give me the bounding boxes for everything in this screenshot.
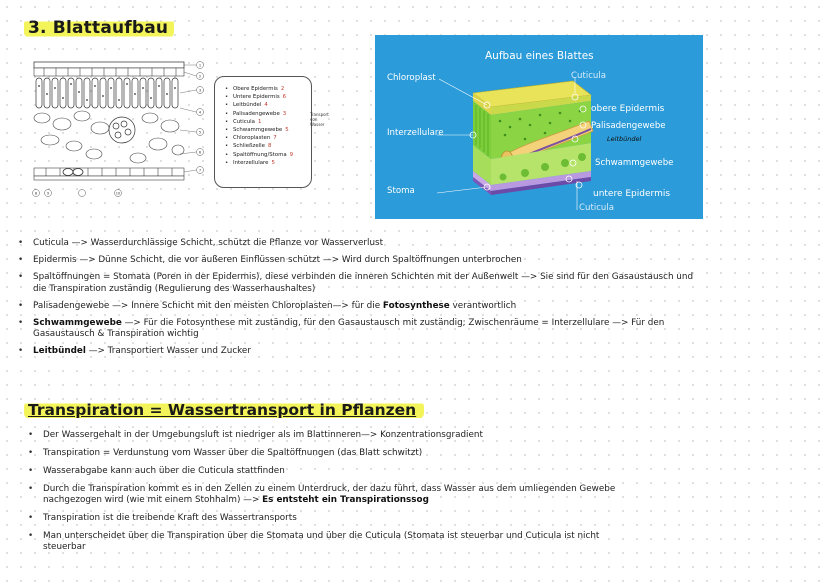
legend-item: • Chloroplasten 7 [233,134,311,142]
sketch-number: 10 [115,191,121,196]
list-item: • Wasserabgabe kann auch über die Cuticula stattfinden [28,466,638,478]
transpiration-list [28,430,638,560]
legend-item: • Leitbündel 4 [233,101,311,109]
section-heading-transpiration: Transpiration = Wassertransport in Pflanzen [24,401,424,419]
list-item: • Palisadengewebe —> Innere Schicht mit den meisten Chloroplasten—> für die Fotosynthese verantwortlich [18,301,708,313]
list-item: • Leitbündel —> Transportiert Wasser und Zucker [18,346,708,358]
legend-item: • Cuticula 1 [233,118,311,126]
legend-item: • Obere Epidermis 2 [233,85,311,93]
label-cuticula-top: Cuticula [571,71,607,81]
legend-item: • Palisadengewebe 3 [233,110,311,118]
label-palisadengewebe: Palisadengewebe [591,121,666,131]
label-stoma: Stoma [387,186,415,196]
leaf-structure-list [18,238,708,364]
sketch-number: 1 [198,63,202,68]
leaf-structure-figure [375,35,703,219]
sketch-number: 2 [198,74,202,79]
label-obere-epidermis: obere Epidermis [591,104,665,114]
sketch-number: 9 [46,191,50,196]
sketch-number: 6 [198,150,202,155]
sketch-number: 7 [198,168,202,173]
legend-item: • Interzellulare 5 [233,159,311,167]
label-schwammgewebe: Schwammgewebe [595,158,674,168]
sketch-number: 4 [198,110,202,115]
legend-side-note: Transport von Wasser [310,112,329,127]
legend-item: • Schließzelle 8 [233,142,311,150]
page-title: 3. Blattaufbau [24,18,174,38]
list-item: • Cuticula —> Wasserdurchlässige Schicht, schützt die Pflanze vor Wasserverlust [18,238,708,250]
label-chloroplast: Chloroplast [387,73,436,83]
list-item: • Durch die Transpiration kommt es in den Zellen zu einem Unterdruck, der dazu führt, dass Wasser aus dem umliegenden Gewebe nachgezogen wird (wie mit einem Stohhalm) —> Es entsteht ein Transpirationssog [28,484,638,507]
figure-title: Aufbau eines Blattes [485,50,594,62]
label-cuticula-bottom: Cuticula [579,203,615,213]
list-item: • Schwammgewebe —> Für die Fotosynthese mit zuständig, für den Gasaustausch mit zuständig; Zwischenräume = Interzellulare —> Für den Gasaustausch & Transpiration wichtig [18,318,708,341]
legend-item: • Untere Epidermis 6 [233,93,311,101]
label-untere-epidermis: untere Epidermis [593,189,671,199]
list-item: • Spaltöffnungen = Stomata (Poren in der Epidermis), diese verbinden die inneren Schichten mit der Außenwelt —> Sie sind für den Gasaustausch und die Transpiration zuständig (Regulierung des Wasserhaushaltes) [18,272,708,295]
legend-box [214,76,312,188]
list-item: • Der Wassergehalt in der Umgebungsluft ist niedriger als im Blattinneren—> Konzentrationsgradient [28,430,638,442]
legend-item: • Spaltöffnung/Stoma 9 [233,151,311,159]
sketch-number: 5 [198,130,202,135]
leaf-cross-section-sketch [30,58,212,198]
label-interzellulare: Interzellulare [387,128,444,138]
list-item: • Epidermis —> Dünne Schicht, die vor äußeren Einflüssen schützt —> Wird durch Spaltöffnungen unterbrochen [18,255,708,267]
sketch-number: 3 [198,88,202,93]
legend-item: • Schwammgewebe 5 [233,126,311,134]
sketch-number: 8 [34,191,38,196]
list-item: • Transpiration ist die treibende Kraft des Wassertransports [28,513,638,525]
list-item: • Man unterscheidet über die Transpiration über die Stomata und über die Cuticula (Stomata ist steuerbar und Cuticula ist nicht steuerbar [28,531,638,554]
label-leitbuendel: Leitbündel [607,135,642,143]
list-item: • Transpiration = Verdunstung vom Wasser über die Spaltöffnungen (das Blatt schwitzt) [28,448,638,460]
